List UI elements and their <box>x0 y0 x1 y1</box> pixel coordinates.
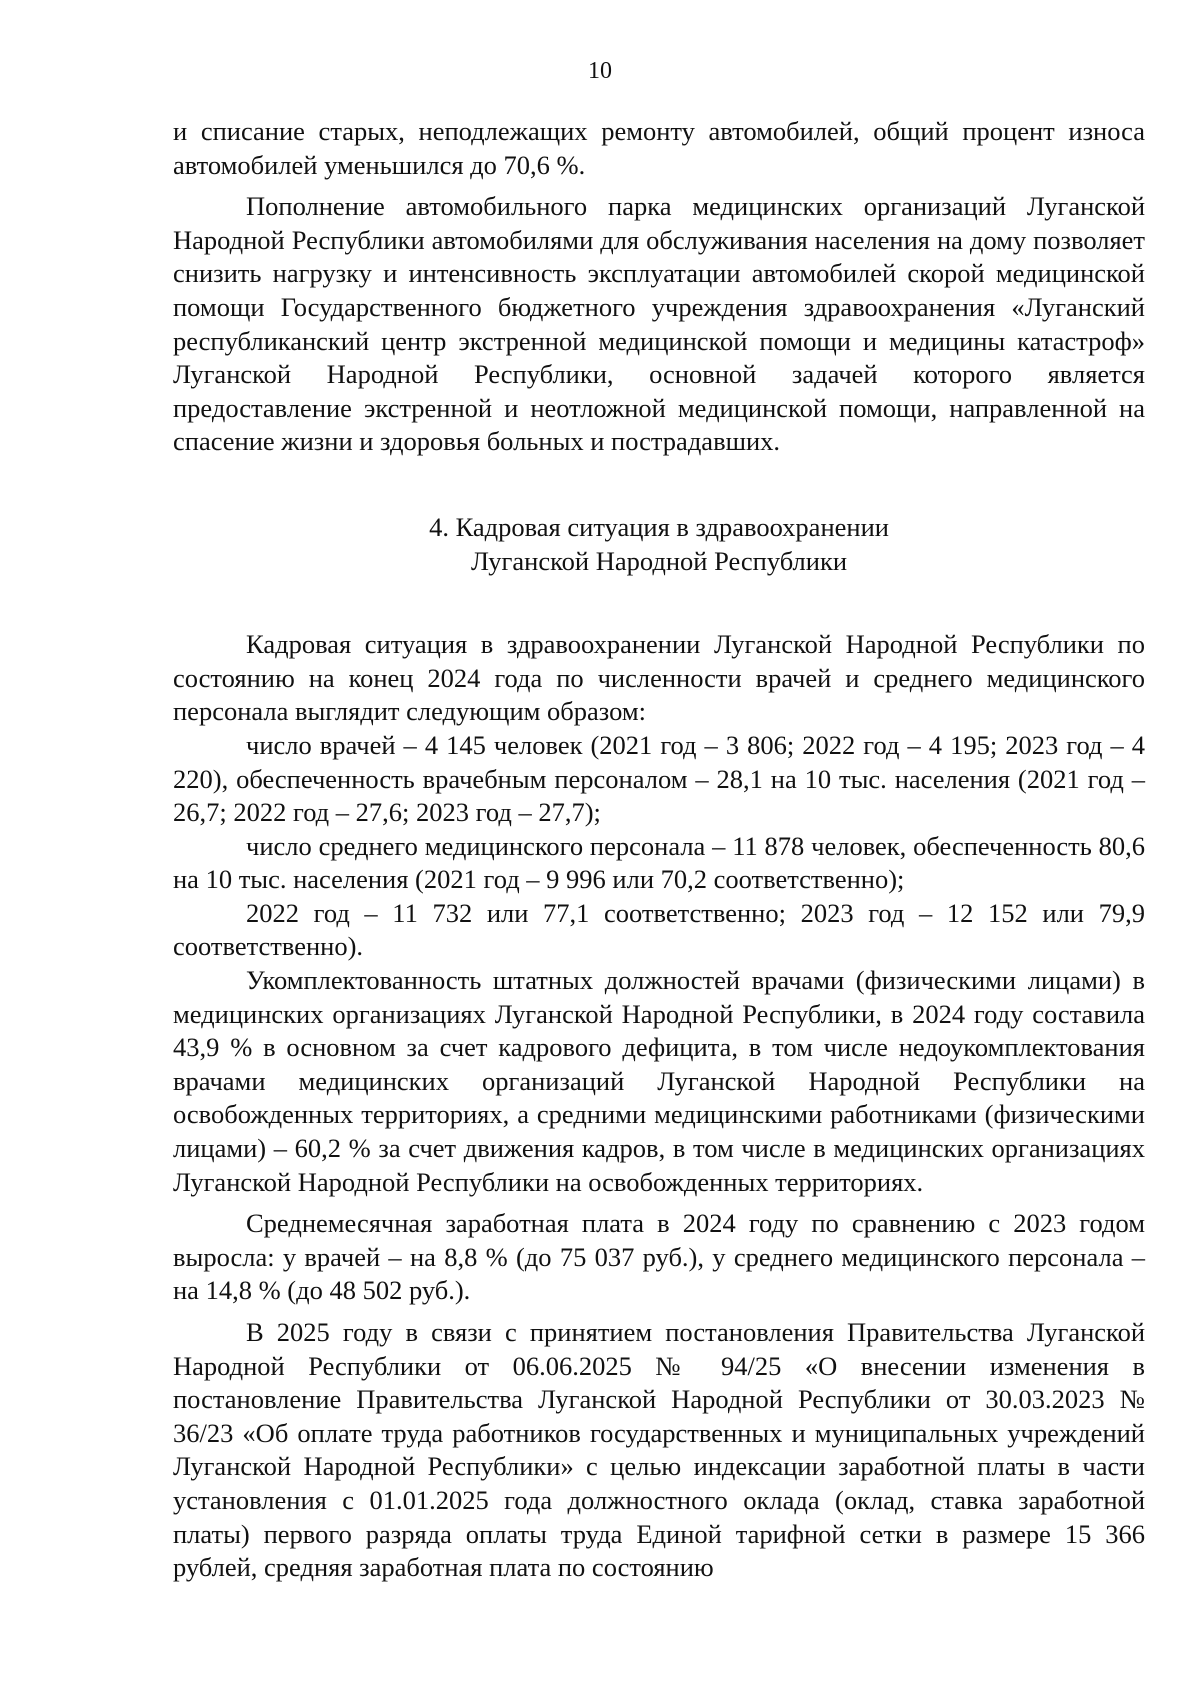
page-content <box>173 115 1145 1585</box>
paragraph-vehicle-wear: и списание старых, неподлежащих ремонту автомобилей, общий процент износа автомобилей уменьшился до 70,6 %. <box>173 116 1145 180</box>
paragraph-vehicle-fleet: Пополнение автомобильного парка медицинских организаций Луганской Народной Республики автомобилями для обслуживания населения на дому позволяет снизить нагрузку и интенсивность эксплуатации автомобилей скорой медицинской помощи Государственного бюджетного учреждения здравоохранения «Луганский республиканский центр экстренной медицинской помощи и медицины катастроф» Луганской Народной Республики, основной задачей которого является предоставление экстренной и неотложной медицинской помощи, направленной на спасение жизни и здоровья больных и пострадавших. <box>173 191 1145 457</box>
section-heading <box>173 511 1145 578</box>
paragraph-nurses-years: 2022 год – 11 732 или 77,1 соответственно; 2023 год – 12 152 или 79,9 соответственно). <box>173 897 1145 962</box>
paragraph-average-salary: Среднемесячная заработная плата в 2024 году по сравнению с 2023 годом выросла: у врачей – на 8,8 % (до 75 037 руб.), у среднего медицинского персонала – на 14,8 % (до 48 502 руб.). <box>173 1208 1145 1306</box>
paragraph-staffing-level: Укомплектованность штатных должностей врачами (физическими лицами) в медицинских организациях Луганской Народной Республики, в 2024 году составила 43,9 % в основном за счет кадрового дефицита, в том числе недоукомплектования врачами медицинских организаций Луганской Народной Республики на освобожденных территориях, а средними медицинскими работниками (физическими лицами) – 60,2 % за счет движения кадров, в том числе в медицинских организациях Луганской Народной Республики на освобожденных территориях. <box>173 965 1145 1197</box>
section-heading-line-2: Луганской Народной Республики <box>470 545 848 576</box>
paragraph-staffing-intro: Кадровая ситуация в здравоохранении Луганской Народной Республики по состоянию на конец 2024 года по численности врачей и среднего медицинского персонала выглядит следующим образом: <box>173 629 1145 727</box>
page-number: 10 <box>588 58 612 84</box>
section-heading-line-1: 4. Кадровая ситуация в здравоохранении <box>429 511 889 542</box>
paragraph-salary-indexation: В 2025 году в связи с принятием постановления Правительства Луганской Народной Республики от 06.06.2025 № 94/25 «О внесении изменения в постановление Правительства Луганской Народной Республики от 30.03.2023 № 36/23 «Об оплате труда работников государственных и муниципальных учреждений Луганской Народной Республики» с целью индексации заработной платы в части установления с 01.01.2025 года должностного оклада (оклад, ставка заработной платы) первого разряда оплаты труда Единой тарифной сетки в размере 15 366 рублей, средняя заработная плата по состоянию <box>173 1317 1145 1583</box>
paragraph-doctors-count: число врачей – 4 145 человек (2021 год – 3 806; 2022 год – 4 195; 2023 год – 4 220), обеспеченность врачебным персоналом – 28,1 на 10 тыс. населения (2021 год – 26,7; 2022 год – 27,6; 2023 год – 27,7); <box>173 729 1145 828</box>
paragraph-nurses-count: число среднего медицинского персонала – 11 878 человек, обеспеченность 80,6 на 10 тыс. населения (2021 год – 9 996 или 70,2 соответственно); <box>173 830 1145 895</box>
